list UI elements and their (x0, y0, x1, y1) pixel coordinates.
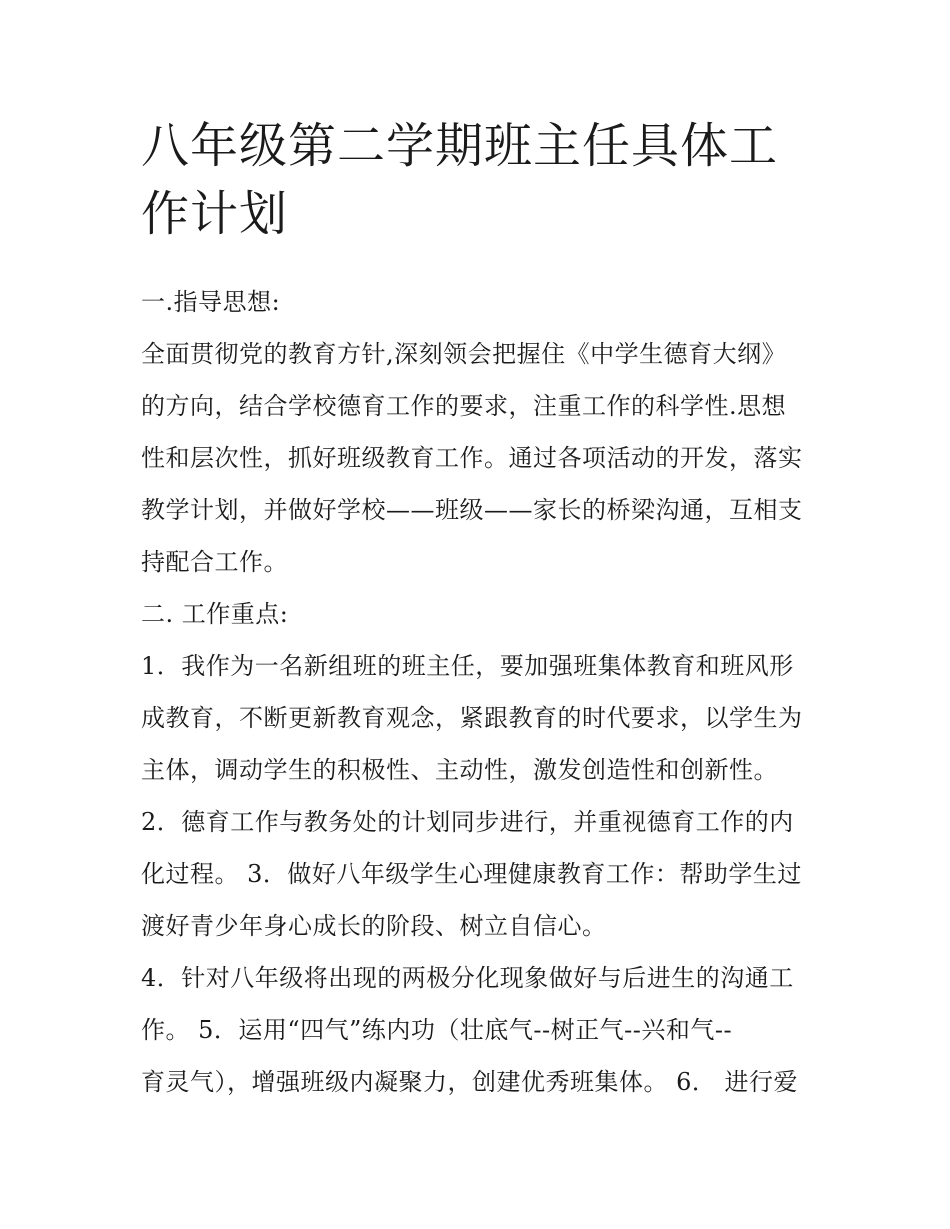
section-heading-guiding-ideology: 一.指导思想: (141, 288, 281, 316)
paragraph-line: 持配合工作。 (141, 548, 288, 576)
paragraph-line: 作。 5．运用“四气”练内功（壮底气--树正气--兴和气-- (141, 1016, 733, 1044)
paragraph-line: 的方向，结合学校德育工作的要求，注重工作的科学性.思想 (141, 392, 787, 420)
paragraph-line: 全面贯彻党的教育方针,深刻领会把握住《中学生德育大纲》 (141, 340, 787, 368)
paragraph-line: 教学计划，并做好学校——班级——家长的桥梁沟通，互相支 (141, 496, 803, 524)
paragraph-line: 4．针对八年级将出现的两极分化现象做好与后进生的沟通工 (141, 964, 794, 992)
paragraph-line: 成教育，不断更新教育观念，紧跟教育的时代要求，以学生为 (141, 704, 803, 732)
paragraph-line: 化过程。 3．做好八年级学生心理健康教育工作：帮助学生过 (141, 860, 802, 888)
document-title: 八年级第二学期班主任具体工 作计划 (141, 118, 779, 242)
paragraph-line: 性和层次性，抓好班级教育工作。通过各项活动的开发，落实 (141, 444, 803, 472)
paragraph-line: 渡好青少年身心成长的阶段、树立自信心。 (141, 912, 607, 940)
section-heading-work-focus: 二. 工作重点: (141, 600, 289, 628)
paragraph-line: 2．德育工作与教务处的计划同步进行，并重视德育工作的内 (141, 808, 794, 836)
paragraph-line: 1．我作为一名新组班的班主任，要加强班集体教育和班风形 (141, 652, 794, 680)
paragraph-line: 育灵气），增强班级内凝聚力，创建优秀班集体。 6． 进行爱 (141, 1068, 799, 1096)
paragraph-line: 主体，调动学生的积极性、主动性，激发创造性和创新性。 (141, 756, 778, 784)
